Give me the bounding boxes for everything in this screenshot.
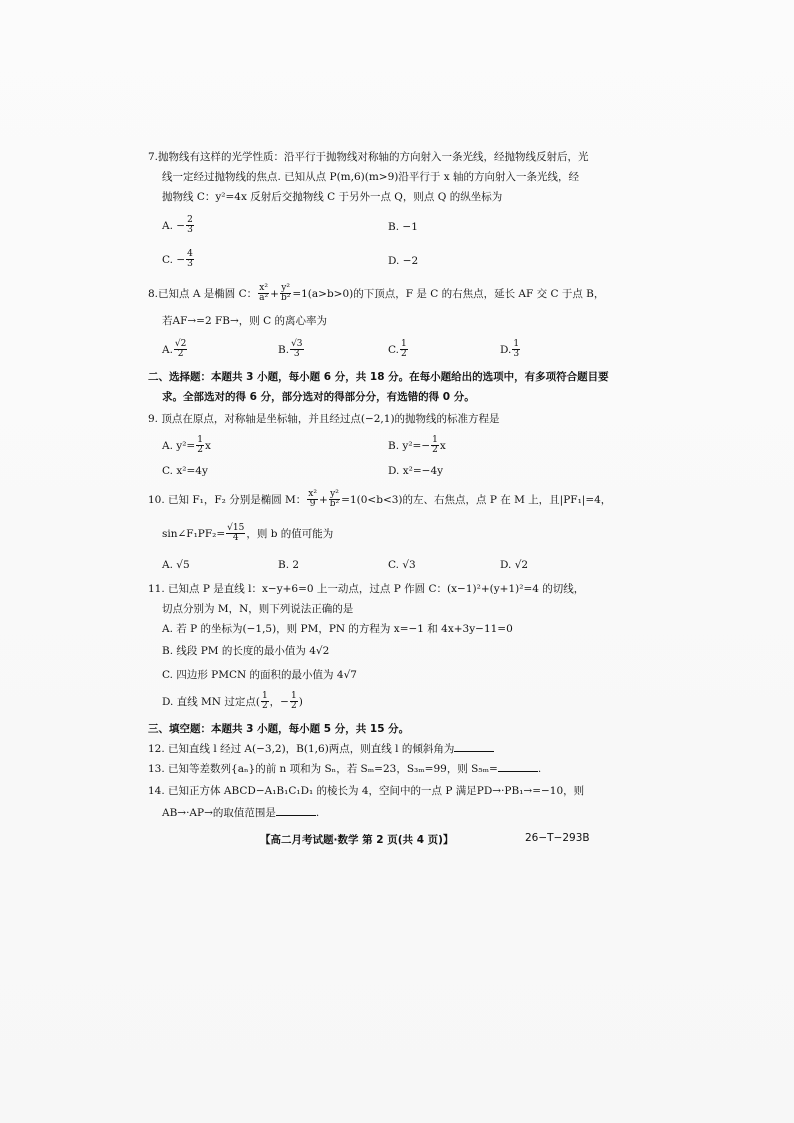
numerator: y²: [281, 283, 290, 293]
q9-option-a-fraction: [196, 436, 204, 456]
q9-option-a-prefix: A. y²=: [162, 439, 196, 452]
q8-fraction-y: [280, 284, 291, 304]
denominator: 2: [401, 349, 407, 360]
q10-sin-fraction: [226, 524, 245, 544]
q7-option-b: B. −1: [388, 221, 418, 233]
q9-option-c: C. x²=4y: [162, 465, 208, 477]
q7-option-d: D. −2: [388, 255, 419, 267]
denominator: 2: [177, 349, 184, 360]
q7-option-a-prefix: A. −: [162, 219, 186, 232]
numerator: 1: [197, 435, 203, 445]
q14-line1: 14. 已知正方体 ABCD−A₁B₁C₁D₁ 的棱长为 4，空间中的一点 P 满足PD→·PB₁→=−10，则: [148, 785, 585, 797]
q12-text: 12. 已知直线 l 经过 A(−3,2)，B(1,6)两点，则直线 l 的倾斜角为: [148, 743, 455, 755]
q10-line2-pre: sin∠F₁PF₂=: [162, 527, 226, 540]
q8-option-b-prefix: B.: [278, 343, 290, 356]
q8-option-d-prefix: D.: [500, 343, 512, 356]
paper-code: 26−T−293B: [525, 832, 590, 844]
numerator: 2: [187, 215, 193, 225]
q14-post: .: [315, 807, 320, 819]
numerator: 1: [432, 435, 438, 445]
q8-fraction-x: [258, 284, 269, 304]
q13-line: [148, 764, 541, 775]
denominator: 3: [293, 349, 300, 360]
q10-option-a: A. √5: [162, 559, 190, 571]
q10-line1: [148, 490, 611, 510]
numerator: 1: [290, 691, 297, 701]
denominator: b²: [329, 499, 340, 510]
q10-line2-post: ，则 b 的值可能为: [246, 527, 334, 540]
q10-option-b: B. 2: [278, 559, 300, 571]
q10-line1-post: =1(0<b<3)的左、右焦点，点 P 在 M 上，且|PF₁|=4，: [341, 493, 612, 506]
numerator: 4: [187, 249, 193, 259]
q14-line2: [162, 808, 319, 819]
q11-option-d-fraction-2: [290, 692, 298, 712]
q10-option-d: D. √2: [500, 559, 529, 571]
denominator: 3: [187, 259, 193, 270]
q9-option-b: [388, 436, 446, 456]
q11-option-d-mid: ，−: [269, 695, 289, 708]
q11-line2: 切点分别为 M，N，则下列说法正确的是: [162, 603, 354, 615]
q11-option-c: C. 四边形 PMCN 的面积的最小值为 4√7: [162, 669, 357, 681]
q7-option-a-fraction: [186, 216, 194, 236]
q8-option-c-fraction: [400, 340, 408, 360]
q13-post: .: [537, 763, 542, 775]
q9-option-b-fraction: [431, 436, 439, 456]
q10-line2: [162, 524, 333, 544]
denominator: 3: [187, 225, 193, 236]
numerator: y²: [330, 489, 339, 499]
q9-option-d: D. x²=−4y: [388, 465, 444, 477]
numerator: x²: [259, 283, 268, 293]
q11-option-a: A. 若 P 的坐标为(−1,5)，则 PM，PN 的方程为 x=−1 和 4x+3y−11=0: [162, 623, 513, 635]
q8-option-a-fraction: [174, 340, 187, 360]
denominator: b²: [280, 293, 291, 304]
q11-option-d-fraction-1: [261, 692, 269, 712]
q8-line1: [148, 284, 604, 304]
denominator: 2: [290, 701, 297, 712]
q10-line1-pre: 10. 已知 F₁，F₂ 分别是椭圆 M：: [148, 493, 307, 506]
q9-option-a: [162, 436, 211, 456]
q7-line2: 线一定经过抛物线的焦点. 已知从点 P(m,6)(m>9)沿平行于 x 轴的方向射入一条光线，经: [162, 171, 579, 183]
q7-option-a: [162, 216, 195, 236]
denominator: a²: [259, 293, 269, 304]
q7-line1: 7.抛物线有这样的光学性质：沿平行于抛物线对称轴的方向射入一条光线，经抛物线反射后，光: [148, 151, 589, 163]
q8-option-b-fraction: [290, 340, 303, 360]
q8-option-b: [278, 340, 305, 360]
numerator: 1: [513, 339, 520, 349]
q14-line2-text: AB→·AP→的取值范围是: [162, 807, 276, 819]
section-3-heading: 三、填空题：本题共 3 小题，每小题 5 分，共 15 分。: [148, 723, 410, 735]
section-2-heading-line1: 二、选择题：本题共 3 小题，每小题 6 分，共 18 分。在每小题给出的选项中，有多项符合题目要: [148, 371, 609, 383]
q7-option-c-prefix: C. −: [162, 253, 186, 266]
q9-stem: 9. 顶点在原点，对称轴是坐标轴，并且经过点(−2,1)的抛物线的标准方程是: [148, 413, 500, 425]
q7-line3: 抛物线 C：y²=4x 反射后交抛物线 C 于另外一点 Q，则点 Q 的纵坐标为: [162, 191, 503, 203]
section-2-heading-line2: 求。全部选对的得 6 分，部分选对的得部分分，有选错的得 0 分。: [162, 391, 475, 403]
q9-option-a-post: x: [204, 439, 211, 452]
q10-option-c: C. √3: [388, 559, 416, 571]
q9-option-b-post: x: [439, 439, 446, 452]
q11-option-d: [162, 692, 303, 712]
denominator: 2: [432, 445, 438, 456]
numerator: 1: [261, 691, 268, 701]
numerator: √2: [174, 339, 187, 349]
q13-answer-blank[interactable]: [498, 771, 538, 772]
q11-option-d-post: ): [298, 695, 303, 708]
q11-option-d-pre: D. 直线 MN 过定点(: [162, 695, 260, 708]
q9-option-b-prefix: B. y²=−: [388, 439, 431, 452]
q8-line2: 若AF→=2 FB→，则 C 的离心率为: [162, 315, 327, 327]
q8-option-c: [388, 340, 409, 360]
q8-line1-post: =1(a>b>0)的下顶点，F 是 C 的右焦点，延长 AF 交 C 于点 B，: [292, 287, 605, 300]
q12-answer-blank[interactable]: [454, 751, 494, 752]
q10-fraction-x: [307, 490, 318, 510]
numerator: √3: [291, 339, 303, 349]
q8-option-c-prefix: C.: [388, 343, 399, 356]
page-footer: 【高二月考试题·数学 第 2 页(共 4 页)】: [260, 834, 454, 846]
q8-plus: +: [270, 287, 279, 300]
q12-line: [148, 744, 494, 755]
q13-text: 13. 已知等差数列{aₙ}的前 n 项和为 Sₙ，若 Sₘ=23，S₃ₘ=99，则 S₅ₘ=: [148, 763, 498, 775]
q10-plus: +: [318, 493, 328, 506]
numerator: 1: [401, 339, 407, 349]
q7-option-c: [162, 250, 195, 270]
denominator: 9: [309, 499, 316, 510]
q11-line1: 11. 已知点 P 是直线 l：x−y+6=0 上一动点，过点 P 作圆 C：(x−1)²+(y+1)²=4 的切线，: [148, 583, 585, 595]
denominator: 3: [513, 349, 520, 360]
denominator: 2: [261, 701, 268, 712]
q8-line1-pre: 8.已知点 A 是椭圆 C：: [148, 287, 258, 300]
q8-option-a-prefix: A.: [162, 343, 173, 356]
q10-fraction-y: [329, 490, 340, 510]
q11-option-b: B. 线段 PM 的长度的最小值为 4√2: [162, 645, 330, 657]
q7-option-c-fraction: [186, 250, 194, 270]
numerator: √15: [227, 523, 245, 533]
q8-option-d: [500, 340, 521, 360]
numerator: x²: [308, 489, 317, 499]
q8-option-d-fraction: [512, 340, 520, 360]
denominator: 2: [197, 445, 203, 456]
denominator: 4: [232, 533, 239, 544]
q8-option-a: [162, 340, 188, 360]
q14-answer-blank[interactable]: [276, 815, 316, 816]
